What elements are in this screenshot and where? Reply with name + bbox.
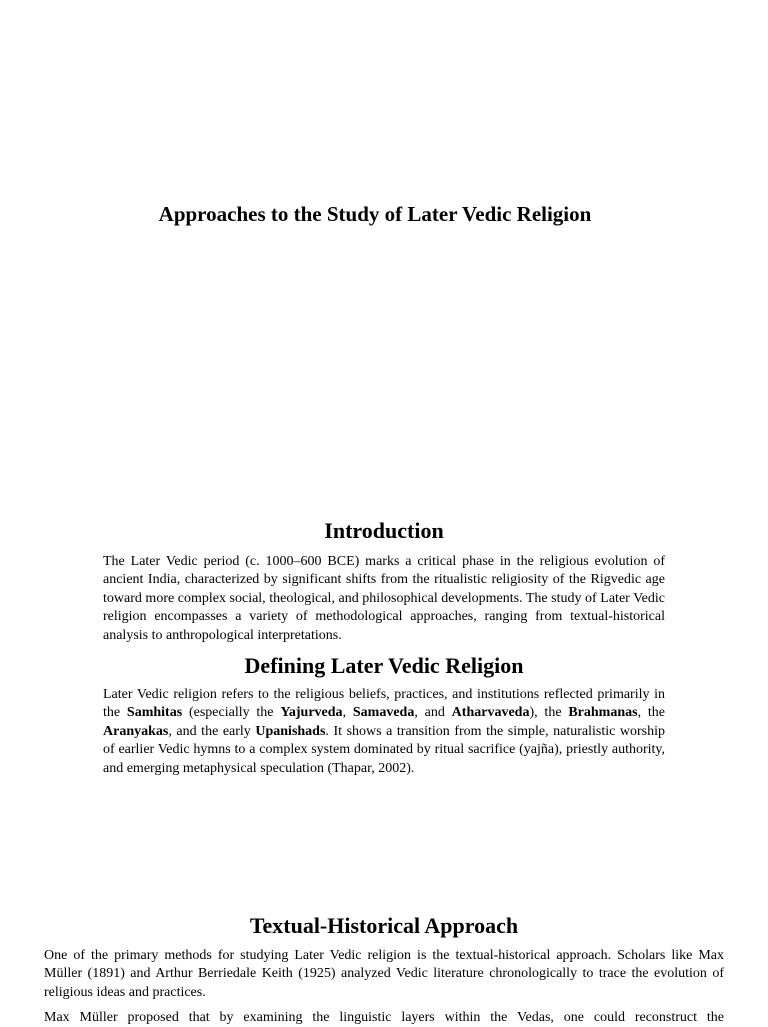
- bold-term: Upanishads: [255, 723, 326, 739]
- text-run: ,: [342, 705, 353, 721]
- section-heading-introduction: Introduction: [324, 518, 444, 543]
- text-run: Later Vedic religion refers to the religious beliefs, practices, and institutions reflected primarily in the: [103, 687, 665, 721]
- bold-term: Atharvaveda: [451, 705, 530, 721]
- text-run: . It shows a transition from the simple, naturalistic worship of earlier Vedic hymns to a complex system dominated by ritual sacrifice (yajña), priestly authority, and emerging metaphysical speculation (Thapar, 2002).: [103, 723, 666, 776]
- text-run: The Later Vedic period (c. 1000–600 BCE) marks a critical phase in the religious evolution of ancient India, characterized by significant shifts from the ritualistic religiosity of the Rigvedic age toward more complex social, theological, and philosophical developments. The study of Later Vedic religion encompasses a variety of methodological approaches, ranging from textual-historical analysis to anthropological interpretations.: [103, 554, 665, 643]
- section-heading-textual-historical: Textual-Historical Approach: [249, 913, 519, 938]
- section-heading-defining: Defining Later Vedic Religion: [244, 653, 524, 678]
- text-run: Max Müller proposed that by examining the linguistic layers within the Vedas, one could reconstruct the: [44, 1010, 724, 1025]
- bold-term: Samaveda: [352, 705, 415, 721]
- paragraph: [103, 686, 665, 778]
- paragraph: [103, 553, 665, 645]
- bold-term: Yajurveda: [280, 705, 343, 721]
- text-run: ), the: [529, 705, 569, 721]
- text-run: One of the primary methods for studying Later Vedic religion is the textual-historical approach. Scholars like Max Müller (1891) and Arthur Berriedale Keith (1925) analyzed Vedic literature chronologically to trace the evolution of religious ideas and practices.: [44, 948, 724, 1000]
- bold-term: Samhitas: [126, 705, 183, 721]
- paragraph: [44, 947, 724, 1002]
- text-run: , and the early: [168, 723, 256, 739]
- paragraph: [44, 1009, 724, 1027]
- text-run: (especially the: [182, 705, 281, 721]
- bold-term: Brahmanas: [568, 705, 638, 721]
- document-title: Approaches to the Study of Later Vedic Religion: [158, 202, 592, 226]
- bold-term: Aranyakas: [103, 723, 169, 739]
- text-run: , the: [637, 705, 665, 721]
- text-run: , and: [414, 705, 452, 721]
